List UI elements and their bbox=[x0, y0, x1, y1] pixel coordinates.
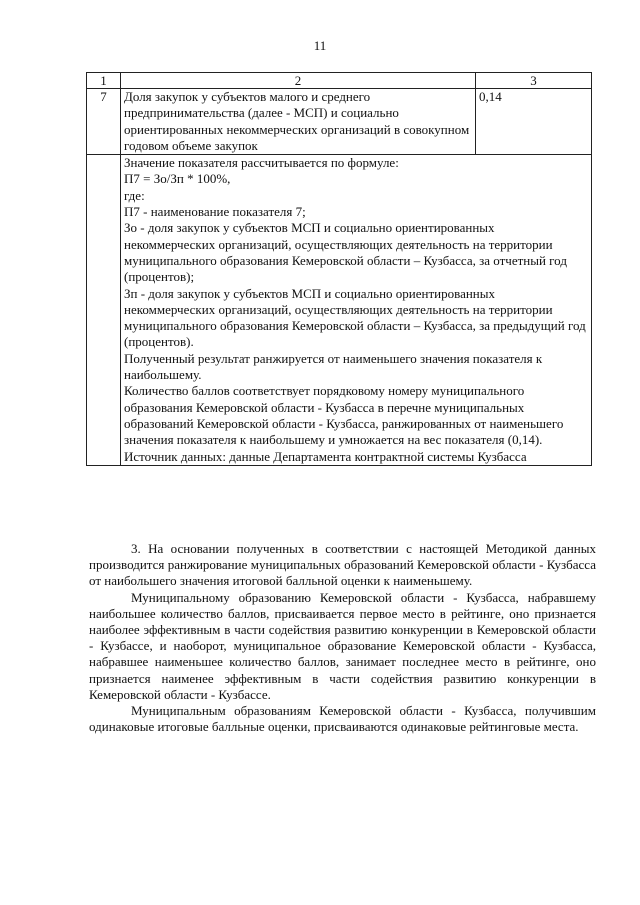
table-header-row bbox=[87, 73, 592, 89]
formula-term-p7: П7 - наименование показателя 7; bbox=[124, 204, 306, 220]
score-note: Количество баллов соответствует порядковому номеру муниципального образования Кемеровской области - Кузбасса в перечне муниципальных образований Кемеровской области - Кузбасса, ранжированных от наименьшего значения показателя к наибольшему и умножается на вес показателя (0,14). bbox=[124, 383, 564, 448]
data-source: Источник данных: данные Департамента контрактной системы Кузбасса bbox=[124, 448, 527, 464]
indicator-table bbox=[86, 72, 592, 466]
header-col-1: 1 bbox=[87, 73, 121, 89]
body-text bbox=[89, 541, 596, 735]
indicator-number: 7 bbox=[87, 89, 121, 155]
table-description-row bbox=[87, 155, 592, 466]
empty-cell bbox=[87, 155, 121, 466]
paragraph-equal-scores: Муниципальным образованиям Кемеровской области - Кузбасса, получившим одинаковые итоговые балльные оценки, присваиваются одинаковые рейтинговые места. bbox=[89, 703, 596, 735]
indicator-description bbox=[121, 155, 592, 466]
header-col-2: 2 bbox=[121, 73, 476, 89]
table-row bbox=[87, 89, 592, 155]
header-col-3: 3 bbox=[476, 73, 592, 89]
paragraph-ranking: 3. На основании полученных в соответствии с настоящей Методикой данных производится ранжирование муниципальных образований Кемеровской области - Кузбасса от наибольшего значения итоговой балльной оценки к наименьшему. bbox=[89, 541, 596, 589]
formula-term-zo: Зо - доля закупок у субъектов МСП и социально ориентированных некоммерческих организаций, осуществляющих деятельность на территории муниципального образования Кемеровской области – Кузбасса, за отчетный год (процентов); bbox=[124, 220, 567, 285]
formula-term-zp: Зп - доля закупок у субъектов МСП и социально ориентированных некоммерческих организаций, осуществляющих деятельность на территории муниципального образования Кемеровской области – Кузбасса, за предыдущий год (процентов). bbox=[124, 285, 586, 350]
indicator-name: Доля закупок у субъектов малого и среднего предпринимательства (далее - МСП) и социально ориентированных некоммерческих организаций в совокупном годовом объеме закупок bbox=[121, 89, 476, 155]
indicator-weight: 0,14 bbox=[476, 89, 592, 155]
ranking-note: Полученный результат ранжируется от наименьшего значения показателя к наибольшему. bbox=[124, 350, 543, 383]
formula: П7 = Зо/Зп * 100%, bbox=[124, 171, 231, 187]
formula-intro: Значение показателя рассчитывается по формуле: bbox=[124, 155, 399, 171]
page-number: 11 bbox=[313, 38, 327, 53]
formula-where: где: bbox=[124, 187, 145, 203]
paragraph-first-place: Муниципальному образованию Кемеровской области - Кузбасса, набравшему наибольшее количество баллов, присваивается первое место в рейтинге, оно признается наиболее эффективным в части содействия развитию конкуренции в Кемеровской области - Кузбассе, и наоборот, муниципальное образование Кемеровской области - Кузбасса, набравшее наименьшее количество баллов, занимает последнее место в рейтинге, оно признается наименее эффективным в части содействия развитию конкуренции в Кемеровской области - Кузбассе. bbox=[89, 589, 596, 702]
